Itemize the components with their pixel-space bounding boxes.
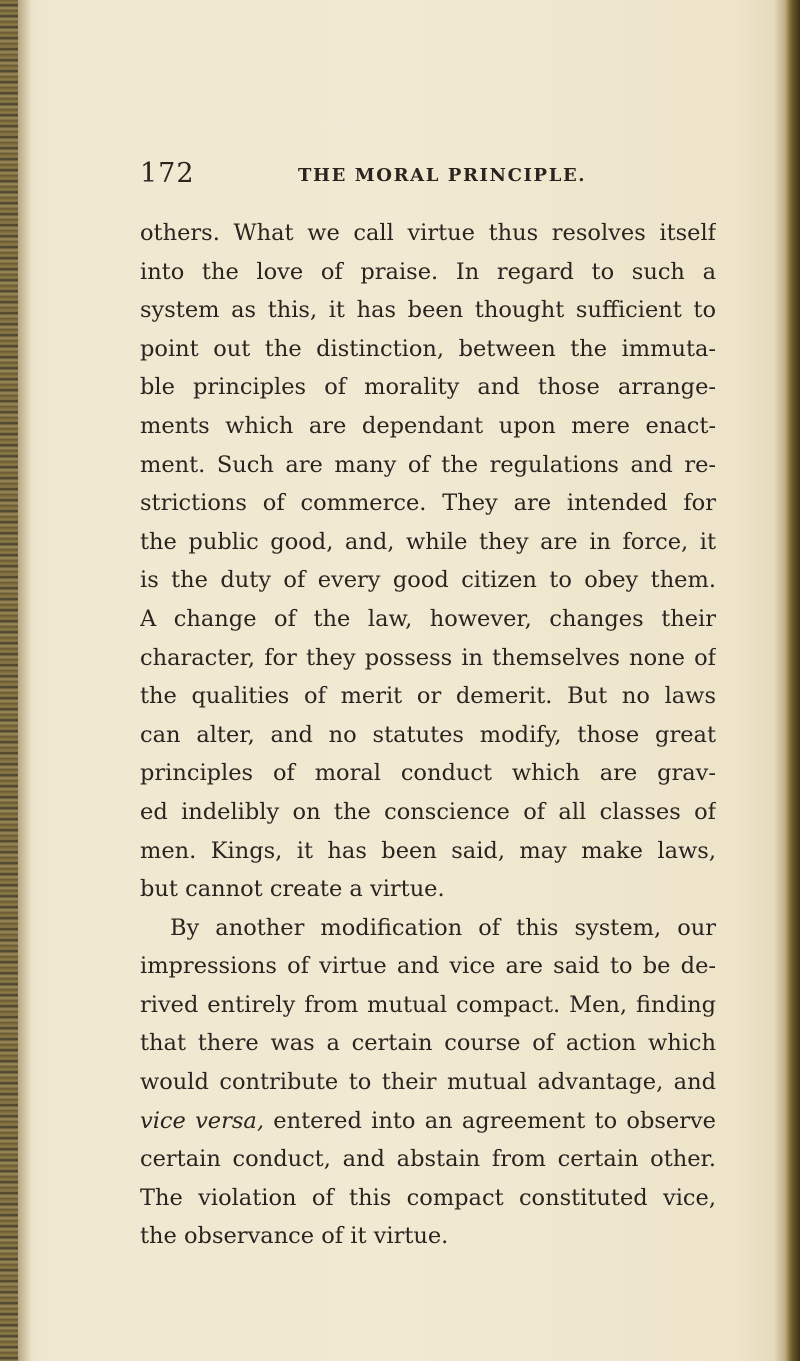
page-edge-shadow	[774, 0, 786, 1361]
text-line: into the love of praise. In regard to such a	[140, 258, 716, 285]
text-line: strictions of commerce. They are intended for	[140, 490, 716, 517]
text-line: impressions of virtue and vice are said to be de-	[140, 953, 716, 980]
text-line: ed indelibly on the conscience of all classes of	[140, 798, 716, 825]
text-line: the public good, and, while they are in force, it	[140, 528, 716, 555]
text-line: A change of the law, however, changes their	[140, 605, 716, 632]
text-line: The violation of this compact constituted vice,	[140, 1184, 716, 1211]
text-line: the qualities of merit or demerit. But no laws	[140, 683, 716, 710]
text-fragment: entered into an agreement to observe	[264, 1107, 716, 1134]
text-line: ment. Such are many of the regulations and re-	[140, 451, 716, 478]
text-line: can alter, and no statutes modify, those great	[140, 721, 716, 748]
text-line-vice-versa	[140, 1102, 716, 1141]
text-line: point out the distinction, between the immuta-	[140, 335, 716, 362]
page-edge	[786, 0, 800, 1361]
text-line: that there was a certain course of action which	[140, 1030, 716, 1057]
text-line: certain conduct, and abstain from certain other.	[140, 1146, 716, 1173]
text-line: principles of moral conduct which are grav-	[140, 760, 716, 787]
running-title: THE MORAL PRINCIPLE.	[298, 165, 587, 186]
text-line: others. What we call virtue thus resolves itself	[140, 220, 716, 246]
text-line: ble principles of morality and those arrange-	[140, 374, 716, 401]
text-line: rived entirely from mutual compact. Men, finding	[140, 991, 716, 1018]
text-line: is the duty of every good citizen to obey them.	[140, 567, 716, 594]
text-line: character, for they possess in themselves none of	[140, 644, 716, 671]
text-line: ments which are dependant upon mere enact-	[140, 412, 716, 439]
text-line: would contribute to their mutual advantage, and	[140, 1069, 716, 1096]
paragraph-start-line: By another modification of this system, our	[170, 914, 716, 941]
page-number: 172	[140, 158, 195, 189]
binding-edge	[0, 0, 18, 1361]
binding-shadow	[18, 0, 32, 1361]
body-text	[140, 214, 716, 1256]
paragraph-end-line: but cannot create a virtue.	[140, 876, 445, 903]
text-line: men. Kings, it has been said, may make laws,	[140, 837, 716, 864]
text-line: system as this, it has been thought sufficient to	[140, 297, 716, 324]
italic-phrase: vice versa,	[140, 1107, 264, 1134]
paragraph-end-line: the observance of it virtue.	[140, 1223, 449, 1250]
running-head	[140, 158, 700, 198]
